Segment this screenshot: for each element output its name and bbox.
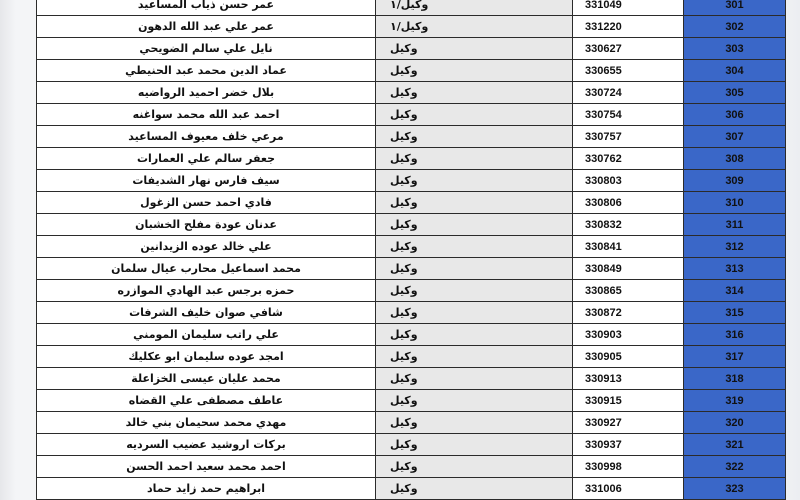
- table-row: [37, 368, 786, 390]
- name-cell: علي خالد عوده الزيدانين: [37, 236, 376, 258]
- id-number-cell: 330937: [573, 434, 684, 456]
- rank-cell: وكيل: [376, 456, 573, 478]
- rank-cell: وكيل: [376, 60, 573, 82]
- table-row: [37, 258, 786, 280]
- serial-number-cell: 307: [684, 126, 786, 148]
- name-cell: محمد عليان عيسى الخزاعلة: [37, 368, 376, 390]
- serial-number-cell: 302: [684, 16, 786, 38]
- name-cell: جعفر سالم علي العمارات: [37, 148, 376, 170]
- serial-number-cell: 310: [684, 192, 786, 214]
- serial-number-cell: 316: [684, 324, 786, 346]
- table-row: [37, 0, 786, 16]
- rank-cell: وكيل: [376, 412, 573, 434]
- serial-number-cell: 317: [684, 346, 786, 368]
- name-cell: مهدي محمد سحيمان بني خالد: [37, 412, 376, 434]
- name-cell: علي راتب سليمان المومني: [37, 324, 376, 346]
- serial-number-cell: 314: [684, 280, 786, 302]
- table-row: [37, 214, 786, 236]
- id-number-cell: 330865: [573, 280, 684, 302]
- table-row: [37, 126, 786, 148]
- id-number-cell: 330905: [573, 346, 684, 368]
- page-edge-left: [0, 0, 16, 500]
- name-cell: فادي احمد حسن الزغول: [37, 192, 376, 214]
- table-row: [37, 192, 786, 214]
- serial-number-cell: 312: [684, 236, 786, 258]
- id-number-cell: 330757: [573, 126, 684, 148]
- id-number-cell: 330903: [573, 324, 684, 346]
- serial-number-cell: 315: [684, 302, 786, 324]
- table-row: [37, 236, 786, 258]
- name-cell: امجد عوده سليمان ابو عكليك: [37, 346, 376, 368]
- rank-cell: وكيل/١: [376, 0, 573, 16]
- id-number-cell: 330849: [573, 258, 684, 280]
- table-row: [37, 148, 786, 170]
- serial-number-cell: 309: [684, 170, 786, 192]
- id-number-cell: 330872: [573, 302, 684, 324]
- name-cell: نايل علي سالم الضويحي: [37, 38, 376, 60]
- id-number-cell: 330803: [573, 170, 684, 192]
- name-cell: عاطف مصطفى علي القضاه: [37, 390, 376, 412]
- serial-number-cell: 303: [684, 38, 786, 60]
- rank-cell: وكيل: [376, 82, 573, 104]
- rank-cell: وكيل: [376, 104, 573, 126]
- rank-cell: وكيل: [376, 346, 573, 368]
- rank-cell: وكيل: [376, 170, 573, 192]
- table-row: [37, 412, 786, 434]
- table-row: [37, 324, 786, 346]
- table-row: [37, 82, 786, 104]
- rank-cell: وكيل: [376, 390, 573, 412]
- serial-number-cell: 321: [684, 434, 786, 456]
- id-number-cell: 330754: [573, 104, 684, 126]
- id-number-cell: 331049: [573, 0, 684, 16]
- id-number-cell: 330724: [573, 82, 684, 104]
- name-cell: احمد محمد سعيد احمد الحسن: [37, 456, 376, 478]
- rank-cell: وكيل: [376, 192, 573, 214]
- table-row: [37, 456, 786, 478]
- table-row: [37, 390, 786, 412]
- name-cell: ابراهيم حمد زايد حماد: [37, 478, 376, 500]
- roster-table-body: [37, 0, 786, 500]
- id-number-cell: 331006: [573, 478, 684, 500]
- id-number-cell: 330915: [573, 390, 684, 412]
- serial-number-cell: 305: [684, 82, 786, 104]
- table-row: [37, 478, 786, 500]
- name-cell: حمزه برجس عبد الهادي الموازره: [37, 280, 376, 302]
- id-number-cell: 330655: [573, 60, 684, 82]
- serial-number-cell: 322: [684, 456, 786, 478]
- rank-cell: وكيل: [376, 38, 573, 60]
- table-row: [37, 302, 786, 324]
- serial-number-cell: 311: [684, 214, 786, 236]
- id-number-cell: 330806: [573, 192, 684, 214]
- rank-cell: وكيل: [376, 434, 573, 456]
- rank-cell: وكيل: [376, 324, 573, 346]
- serial-number-cell: 306: [684, 104, 786, 126]
- id-number-cell: 330762: [573, 148, 684, 170]
- name-cell: سيف فارس نهار الشديفات: [37, 170, 376, 192]
- id-number-cell: 330832: [573, 214, 684, 236]
- name-cell: احمد عبد الله محمد سواغنه: [37, 104, 376, 126]
- name-cell: بلال خضر احميد الرواضيه: [37, 82, 376, 104]
- table-row: [37, 16, 786, 38]
- rank-cell: وكيل: [376, 368, 573, 390]
- serial-number-cell: 304: [684, 60, 786, 82]
- rank-cell: وكيل: [376, 148, 573, 170]
- table-row: [37, 170, 786, 192]
- rank-cell: وكيل: [376, 302, 573, 324]
- id-number-cell: 330841: [573, 236, 684, 258]
- rank-cell: وكيل/١: [376, 16, 573, 38]
- table-row: [37, 60, 786, 82]
- serial-number-cell: 308: [684, 148, 786, 170]
- name-cell: بركات اروشيد عضيب السرديه: [37, 434, 376, 456]
- name-cell: عمر حسن ذياب المساعيد: [37, 0, 376, 16]
- table-row: [37, 280, 786, 302]
- serial-number-cell: 301: [684, 0, 786, 16]
- name-cell: عماد الدين محمد عبد الحنيطي: [37, 60, 376, 82]
- table-row: [37, 38, 786, 60]
- name-cell: عدنان عودة مفلح الخشبان: [37, 214, 376, 236]
- serial-number-cell: 320: [684, 412, 786, 434]
- serial-number-cell: 318: [684, 368, 786, 390]
- rank-cell: وكيل: [376, 478, 573, 500]
- rank-cell: وكيل: [376, 236, 573, 258]
- rank-cell: وكيل: [376, 214, 573, 236]
- table-row: [37, 434, 786, 456]
- rank-cell: وكيل: [376, 280, 573, 302]
- name-cell: شافي صوان خليف الشرفات: [37, 302, 376, 324]
- rank-cell: وكيل: [376, 126, 573, 148]
- serial-number-cell: 319: [684, 390, 786, 412]
- name-cell: عمر علي عبد الله الدهون: [37, 16, 376, 38]
- id-number-cell: 330627: [573, 38, 684, 60]
- table-row: [37, 104, 786, 126]
- name-cell: محمد اسماعيل محارب عيال سلمان: [37, 258, 376, 280]
- serial-number-cell: 323: [684, 478, 786, 500]
- table-row: [37, 346, 786, 368]
- rank-cell: وكيل: [376, 258, 573, 280]
- id-number-cell: 330913: [573, 368, 684, 390]
- id-number-cell: 331220: [573, 16, 684, 38]
- id-number-cell: 330998: [573, 456, 684, 478]
- id-number-cell: 330927: [573, 412, 684, 434]
- serial-number-cell: 313: [684, 258, 786, 280]
- roster-table: [36, 0, 786, 500]
- name-cell: مرعي خلف معيوف المساعيد: [37, 126, 376, 148]
